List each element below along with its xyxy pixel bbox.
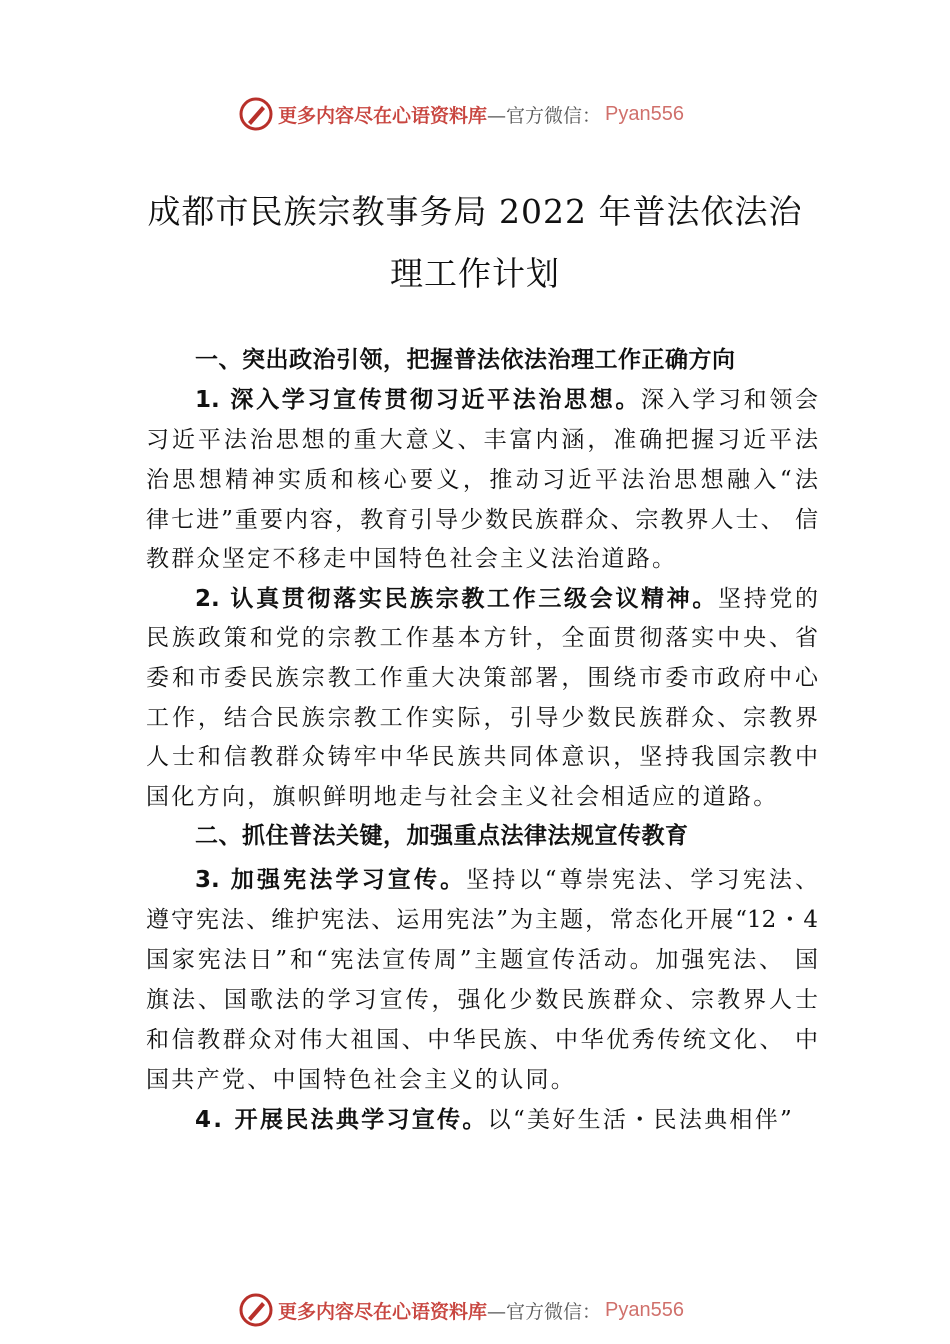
paragraph-line — [195, 864, 818, 896]
paragraph-text: 遵守宪法、维护宪法、运用宪法”为主题，常态化开展“12・4 — [146, 907, 818, 933]
pen-logo-icon — [238, 96, 274, 132]
paragraph-text: 律七进”重要内容，教育引导少数民族群众、宗教界人士、 信 — [146, 507, 818, 533]
paragraph-text: 教群众坚定不移走中国特色社会主义法治道路。 — [146, 546, 678, 572]
paragraph-text: 委和市委民族宗教工作重大决策部署，围绕市委市政府中心 — [146, 665, 818, 691]
paragraph-text: 人士和信教群众铸牢中华民族共同体意识，坚持我国宗教中 — [146, 744, 818, 770]
paragraph-text: 和信教群众对伟大祖国、中华民族、中华优秀传统文化、 中 — [146, 1027, 818, 1053]
watermark-text: 更多内容尽在心语资料库 — [278, 1300, 488, 1323]
paragraph-line — [195, 384, 818, 416]
paragraph-text: 坚持以“尊崇宪法、学习宪法、 — [466, 867, 818, 893]
paragraph-line — [146, 904, 818, 936]
watermark-wechat-label: —官方微信： — [487, 104, 602, 127]
watermark-wechat-id: Pyan556 — [605, 1298, 684, 1321]
section-heading: 一、突出政治引领，把握普法依法治理工作正确方向 — [195, 347, 736, 373]
paragraph-text: 旗法、国歌法的学习宣传，强化少数民族群众、宗教界人士 — [146, 987, 818, 1013]
paragraph-line — [195, 1104, 818, 1136]
paragraph-lead: 3. 加强宪法学习宣传。 — [195, 867, 467, 893]
document-title-line-1: 成都市民族宗教事务局 2022 年普法依法治 — [147, 192, 803, 231]
paragraph-text: 治思想精神实质和核心要义，推动习近平法治思想融入“法 — [146, 467, 818, 493]
paragraph-line — [146, 662, 818, 694]
paragraph-lead: 2. 认真贯彻落实民族宗教工作三级会议精神。 — [195, 586, 719, 612]
paragraph-text: 以“美好生活・民法典相伴” — [487, 1107, 795, 1133]
watermark-wechat-label: —官方微信： — [487, 1300, 602, 1323]
watermark-text: 更多内容尽在心语资料库 — [278, 104, 488, 127]
paragraph-line — [146, 781, 818, 813]
watermark-header — [238, 94, 684, 134]
paragraph-line — [146, 741, 818, 773]
paragraph-line — [146, 1064, 818, 1096]
paragraph-line — [146, 1024, 818, 1056]
paragraph-text: 习近平法治思想的重大意义、丰富内涵，准确把握习近平法 — [146, 427, 818, 453]
paragraph-line — [195, 583, 818, 615]
paragraph-text: 坚持党的 — [718, 586, 819, 612]
paragraph-text: 国化方向，旗帜鲜明地走与社会主义社会相适应的道路。 — [146, 784, 779, 810]
paragraph-text: 民族政策和党的宗教工作基本方针，全面贯彻落实中央、省 — [146, 625, 818, 651]
paragraph-line — [146, 944, 818, 976]
paragraph-line — [146, 702, 818, 734]
paragraph-line — [146, 424, 818, 456]
watermark-footer — [238, 1290, 684, 1330]
document-title-line-2: 理工作计划 — [390, 254, 560, 293]
pen-logo-icon — [238, 1292, 274, 1328]
paragraph-line — [146, 622, 818, 654]
paragraph-text: 深入学习和领会 — [641, 387, 819, 413]
section-heading: 二、抓住普法关键，加强重点法律法规宣传教育 — [195, 823, 689, 849]
paragraph-line — [146, 504, 818, 536]
paragraph-text: 国家宪法日”和“宪法宣传周”主题宣传活动。加强宪法、 国 — [146, 947, 818, 973]
paragraph-lead: 4. 开展民法典学习宣传。 — [195, 1107, 488, 1133]
paragraph-line — [146, 543, 818, 575]
watermark-wechat-id: Pyan556 — [605, 102, 684, 125]
paragraph-line — [146, 464, 818, 496]
paragraph-lead: 1. 深入学习宣传贯彻习近平法治思想。 — [195, 387, 642, 413]
paragraph-text: 国共产党、中国特色社会主义的认同。 — [146, 1067, 577, 1093]
paragraph-line — [146, 984, 818, 1016]
paragraph-text: 工作，结合民族宗教工作实际，引导少数民族群众、宗教界 — [146, 705, 818, 731]
